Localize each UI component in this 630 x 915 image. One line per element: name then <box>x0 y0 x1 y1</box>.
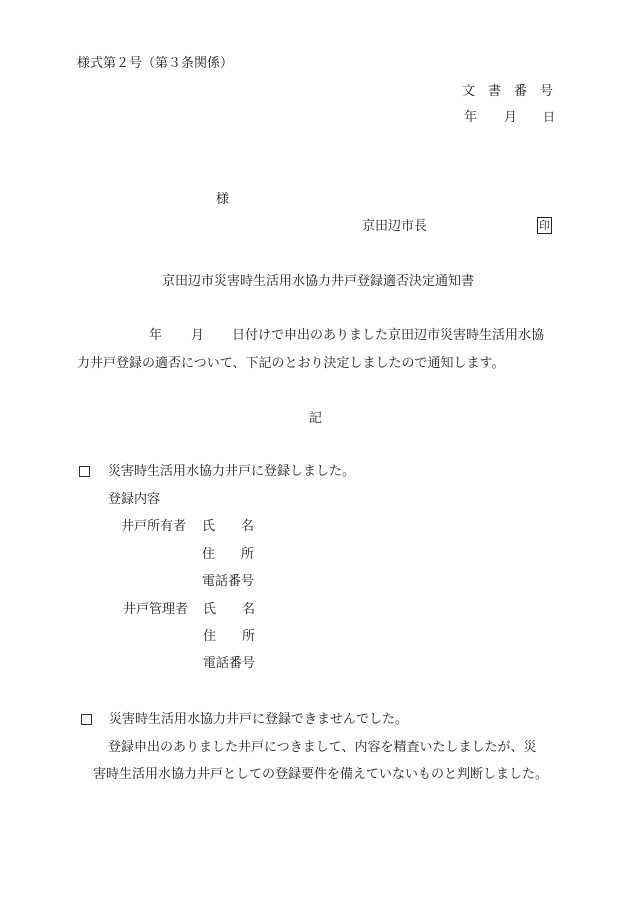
issuer-name: 京田辺市長 <box>362 219 428 234</box>
manager-phone-label: 電話番号 <box>203 656 256 671</box>
date-month: 月 <box>504 110 518 125</box>
owner-phone-label: 電話番号 <box>202 574 255 589</box>
form-id: 様式第２号（第３条関係） <box>77 56 234 71</box>
reason-line1: 登録申出のありました井戸につきまして、内容を精査いたしましたが、災 <box>108 740 537 755</box>
intro-line1: 日付けで申出のありました京田辺市災害時生活用水協 <box>232 328 545 343</box>
document-title: 京田辺市災害時生活用水協力井戸登録適否決定通知書 <box>162 274 475 289</box>
registered-label: 災害時生活用水協力井戸に登録しました。 <box>108 464 356 479</box>
intro-year: 年 <box>149 328 163 343</box>
intro-line2: 力井戸登録の適否について、下記のとおり決定しましたので通知します。 <box>77 356 505 371</box>
manager-label: 井戸管理者 <box>123 602 189 617</box>
ki-heading: 記 <box>309 411 323 426</box>
not-registered-checkbox[interactable] <box>81 714 92 725</box>
seal-stamp-box <box>537 217 552 234</box>
document-number-label: 文 書 番 号 <box>462 84 554 99</box>
manager-address-label: 住 所 <box>203 629 256 644</box>
intro-month: 月 <box>191 328 205 343</box>
registered-checkbox[interactable] <box>79 466 90 477</box>
registration-details-heading: 登録内容 <box>108 492 161 507</box>
reason-line2: 害時生活用水協力井戸としての登録要件を備えていないものと判断しました。 <box>93 767 549 782</box>
addressee-suffix: 様 <box>216 192 230 207</box>
owner-name-label: 氏 名 <box>202 519 255 534</box>
owner-label: 井戸所有者 <box>121 519 187 534</box>
seal-text: 印 <box>539 219 550 232</box>
date-year: 年 <box>464 110 478 125</box>
manager-name-label: 氏 名 <box>203 602 256 617</box>
date-day: 日 <box>543 110 556 124</box>
not-registered-label: 災害時生活用水協力井戸に登録できませんでした。 <box>109 712 409 727</box>
owner-address-label: 住 所 <box>202 547 255 562</box>
